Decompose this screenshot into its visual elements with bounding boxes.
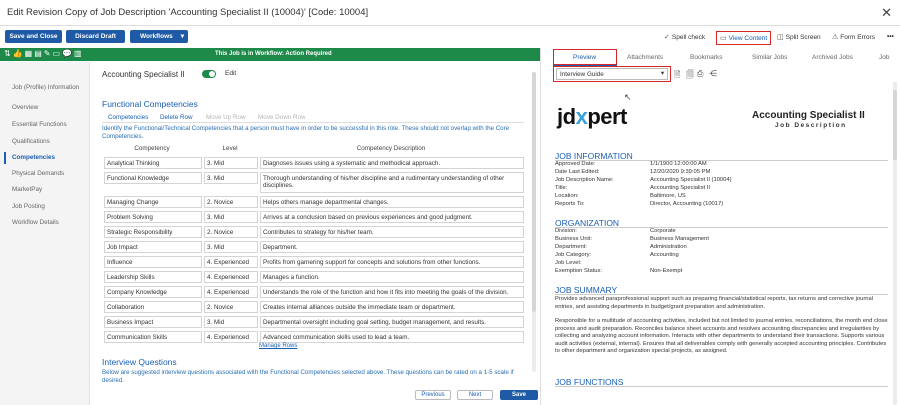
doc-title: Accounting Specialist II [752,110,865,121]
competency-cell[interactable]: Managing Change [104,196,202,208]
info-value: Baltimore, US [650,192,686,199]
discard-draft-button[interactable]: Discard Draft [66,30,125,43]
competency-cell-wrap [102,269,202,283]
competency-cell[interactable]: Problem Solving [104,211,202,223]
description-cell-wrap [258,314,524,328]
table-row [102,299,524,313]
level-cell[interactable]: 4. Experienced [204,271,258,283]
organization-heading: ORGANIZATION [555,218,620,228]
form-errors-label: Form Errors [840,34,875,41]
sidebar-item-physical-demands[interactable]: Physical Demands [12,170,65,177]
active-indicator [4,152,6,164]
chevron-down-icon: ▾ [180,33,184,40]
document-icon[interactable]: 🗐 [686,70,694,79]
description-cell[interactable]: Understands the role of the function and how it fits into meeting the goals of the division. [260,286,524,298]
summary-rule [555,294,888,295]
level-cell[interactable]: 3. Mid [204,241,258,253]
competency-cell[interactable]: Communication Skills [104,331,202,343]
level-cell[interactable]: 2. Novice [204,226,258,238]
workflows-label: Workflows [140,33,173,40]
org-label: Department: [555,243,587,250]
table-row [102,254,524,268]
description-cell[interactable]: Thorough understanding of his/her discipline and a rudimentary understanding of other disciplines. [260,172,524,193]
sidebar-item-marketpay[interactable]: MarketPay [12,186,43,193]
pdf-icon[interactable]: 🗎 [674,70,681,79]
table-row [102,209,524,223]
save-and-close-button[interactable]: Save and Close [5,30,62,43]
functions-rule [555,386,888,387]
sidebar-item-competencies[interactable]: Competencies [12,154,56,161]
functional-competencies-heading: Functional Competencies [102,99,198,109]
description-cell-wrap [258,239,524,253]
next-button[interactable]: Next [457,390,493,400]
sidebar-item-workflow-details[interactable]: Workflow Details [12,219,59,226]
description-cell-wrap [258,209,524,223]
mouse-cursor: ↖ [624,92,632,102]
tab-job[interactable]: Job [879,54,890,61]
org-value: Administration [650,243,687,250]
competency-cell-wrap [102,284,202,298]
table-row [102,269,524,283]
level-cell-wrap [202,155,258,169]
table-row [102,224,524,238]
org-value: Business Management [650,235,709,242]
level-cell[interactable]: 2. Novice [204,301,258,313]
org-label: Job Level: [555,259,582,266]
level-cell[interactable]: 3. Mid [204,211,258,223]
competency-cell[interactable]: Influence [104,256,202,268]
chevron-down-icon: ▾ [660,70,664,77]
competency-instructions: Identify the Functional/Technical Competencies that a person must have in order to be successful in this role. These should not overlap with the Core Competencies. [102,125,510,140]
competency-cell-wrap [102,155,202,169]
description-cell[interactable]: Diagnoses issues using a systematic and methodical approach. [260,157,524,169]
interview-guide-value: Interview Guide [560,71,604,78]
info-label: Title: [555,184,568,191]
level-cell-wrap [202,170,258,193]
form-errors-button[interactable] [832,33,875,41]
pane-divider[interactable] [540,48,541,405]
col-description: Competency Description [356,145,426,152]
competency-cell-wrap [102,224,202,238]
description-cell-wrap [258,194,524,208]
interview-guide-select[interactable] [556,68,668,80]
description-cell[interactable]: Profits from garnering support for concepts and solutions from other functions. [260,256,524,268]
level-cell[interactable]: 4. Experienced [204,286,258,298]
level-cell-wrap [202,194,258,208]
tab-similar-jobs[interactable]: Similar Jobs [752,54,788,61]
share-icon[interactable]: ⋲ [709,69,717,78]
competency-cell-wrap [102,314,202,328]
workflows-button[interactable] [130,30,188,43]
spell-check-button[interactable] [664,33,705,41]
description-cell[interactable]: Arrives at a conclusion based on previous experiences and good judgment. [260,211,524,223]
workflow-message: This Job is in Workflow: Action Required [215,51,332,57]
org-label: Business Unit: [555,235,593,242]
move-up-row-button[interactable]: Move Up Row [206,114,246,121]
level-cell-wrap [202,224,258,238]
job-information-heading: JOB INFORMATION [555,151,633,161]
summary-paragraph-2: Responsible for a multitude of accounting activities, included but not limited to journal entries, reconciliations, the month end close process and audit preparation. Reconciles balance sheet accounts and resolves accounting discrepancies and irregularities by collecting and analyzing account information. Interacts with other departments to understand their transactions. Supports various audit activities (external, internal). Ensures that all deliverables comply with generally accepted accounting principles. Contributes to other department and organization special projects, as assigned. [555,318,888,354]
info-value: Accounting Specialist II (10004) [650,176,732,183]
org-value: Accounting [650,251,679,258]
table-row [102,170,524,193]
description-cell[interactable]: Contributes to strategy for his/her team. [260,226,524,238]
manage-rows-link[interactable]: Manage Rows [259,343,298,349]
level-cell-wrap [202,254,258,268]
info-label: Location: [555,192,579,199]
sidebar-item-job-posting[interactable]: Job Posting [12,203,45,210]
level-cell[interactable]: 3. Mid [204,316,258,328]
description-cell-wrap [258,299,524,313]
jdxpert-logo [557,104,627,130]
tabs-divider [102,122,524,123]
level-cell-wrap [202,284,258,298]
col-level: Level [222,145,238,152]
competency-cell[interactable]: Business Impact [104,316,202,328]
level-cell-wrap [202,314,258,328]
info-value: 1/1/1900 12:00:00 AM [650,161,707,167]
more-options-icon[interactable]: ••• [887,33,894,40]
col-competency: Competency [134,145,170,152]
description-cell-wrap [258,155,524,169]
job-summary-heading: JOB SUMMARY [555,285,618,295]
level-cell[interactable]: 4. Experienced [204,331,258,343]
competency-cell-wrap [102,194,202,208]
competency-cell-wrap [102,239,202,253]
description-cell[interactable]: Department. [260,241,524,253]
sidebar-item-overview[interactable]: Overview [12,104,39,111]
competency-cell[interactable]: Leadership Skills [104,271,202,283]
info-label: Approved Date: [555,161,596,167]
workflow-status-bar [0,48,540,61]
competency-cell-wrap [102,329,202,343]
previous-button[interactable]: Previous [415,390,451,400]
spell-check-icon: ✓ [664,34,670,41]
description-cell-wrap [258,224,524,238]
view-content-icon: ▭ [720,35,727,42]
tab-preview[interactable]: Preview [573,54,597,61]
competency-cell[interactable]: Analytical Thinking [104,157,202,169]
delete-row-button[interactable]: Delete Row [160,114,193,121]
tab-attachments[interactable]: Attachments [627,54,664,61]
table-row [102,314,524,328]
org-rule [555,227,888,228]
preview-scrollbar-thumb[interactable] [893,90,897,160]
table-row [102,194,524,208]
edit-label: Edit [225,70,237,77]
description-cell-wrap [258,254,524,268]
level-cell-wrap [202,269,258,283]
level-cell-wrap [202,209,258,223]
org-value: Non-Exempt [650,267,683,274]
level-cell[interactable]: 3. Mid [204,157,258,169]
print-icon[interactable]: ⎙ [697,69,704,78]
table-row [102,284,524,298]
save-button[interactable]: Save [500,390,538,400]
competency-cell[interactable]: Strategic Responsibility [104,226,202,238]
sidebar-item-essential-functions[interactable]: Essential Functions [12,121,67,128]
competency-cell-wrap [102,299,202,313]
competency-cell[interactable]: Collaboration [104,301,202,313]
description-cell-wrap [258,284,524,298]
sidebar-item-job-information[interactable]: Job (Profile) Information [12,84,80,91]
info-value: Director, Accounting (10017) [650,200,724,207]
level-cell[interactable]: 4. Experienced [204,256,258,268]
tab-competencies[interactable]: Competencies [108,114,149,121]
info-value: 12/20/2020 9:39:05 PM [650,168,711,175]
interview-questions-heading: Interview Questions [102,357,177,367]
window-title: Edit Revision Copy of Job Description 'Accounting Specialist II (10004)' [Code: 10004] [7,7,369,18]
org-label: Division: [555,228,577,234]
job-functions-heading: JOB FUNCTIONS [555,377,624,387]
org-label: Job Category: [555,251,592,258]
sidebar-item-qualifications[interactable]: Qualifications [12,138,50,145]
competency-cell-wrap [102,254,202,268]
tab-archived-jobs[interactable]: Archived Jobs [812,54,853,61]
split-screen-button[interactable] [777,33,821,41]
competency-cell[interactable]: Job Impact [104,241,202,253]
description-cell-wrap [258,329,524,343]
table-row [102,329,524,343]
job-title: Accounting Specialist II [102,70,185,79]
tab-bookmarks[interactable]: Bookmarks [690,54,723,61]
level-cell[interactable]: 3. Mid [204,172,258,184]
view-content-button[interactable] [716,31,771,45]
info-label: Date Last Edited: [555,168,600,175]
split-screen-label: Split Screen [785,34,821,41]
description-cell[interactable]: Advanced communication skills used to lead a team. [260,331,524,343]
level-cell-wrap [202,239,258,253]
org-label: Exemption Status: [555,267,603,274]
description-cell-wrap [258,269,524,283]
description-cell[interactable]: Departmental oversight including goal setting, budget management, and results. [260,316,524,328]
competency-table [102,142,524,344]
level-cell[interactable]: 2. Novice [204,196,258,208]
table-header-row [102,143,524,154]
move-down-row-button[interactable]: Move Down Row [258,114,306,121]
logo-text-left: jd [557,104,576,129]
description-cell[interactable]: Creates internal alliances outside the immediate team or department. [260,301,524,313]
form-errors-icon: ⚠ [832,34,839,41]
spell-check-label: Spell check [671,34,706,41]
summary-paragraph-1: Provides advanced paraprofessional support such as preparing financial/statistical reports, tax returns and corrective journal entries, and assisting departments in budget/grant preparation and administration. [555,296,874,310]
description-cell[interactable]: Helps others manage departmental changes. [260,196,524,208]
main-scrollbar-thumb[interactable] [532,72,536,312]
editor-tool-icons[interactable]: ⇅👍▦▤✎▭💬▥ [4,49,84,58]
view-content-label: View Content [728,35,768,42]
table-row [102,155,524,169]
level-cell-wrap [202,329,258,343]
close-icon[interactable]: ✕ [881,5,892,20]
competency-cell[interactable]: Company Knowledge [104,286,202,298]
description-cell[interactable]: Manages a function. [260,271,524,283]
doc-subtitle: Job Description [775,122,847,129]
info-value: Accounting Specialist II [650,184,710,191]
logo-x-icon: x [575,104,588,129]
split-screen-icon: ◫ [777,34,784,41]
org-value: Corporate [650,228,676,234]
info-label: Reports To: [555,200,585,207]
interview-instructions: Below are suggested interview questions associated with the Functional Competencies selected above. These questions can be rated on a 1-5 scale if desired. [102,369,514,384]
info-rule [555,160,888,161]
info-label: Job Description Name: [555,176,614,183]
section-sidebar [0,62,90,405]
toolbar [0,30,900,48]
competency-cell-wrap [102,209,202,223]
competency-cell-wrap [102,170,202,193]
title-bar [0,0,900,26]
competency-cell[interactable]: Functional Knowledge [104,172,202,184]
edit-toggle[interactable] [202,70,216,78]
logo-text-right: pert [587,104,627,129]
description-cell-wrap [258,170,524,193]
level-cell-wrap [202,299,258,313]
table-row [102,239,524,253]
